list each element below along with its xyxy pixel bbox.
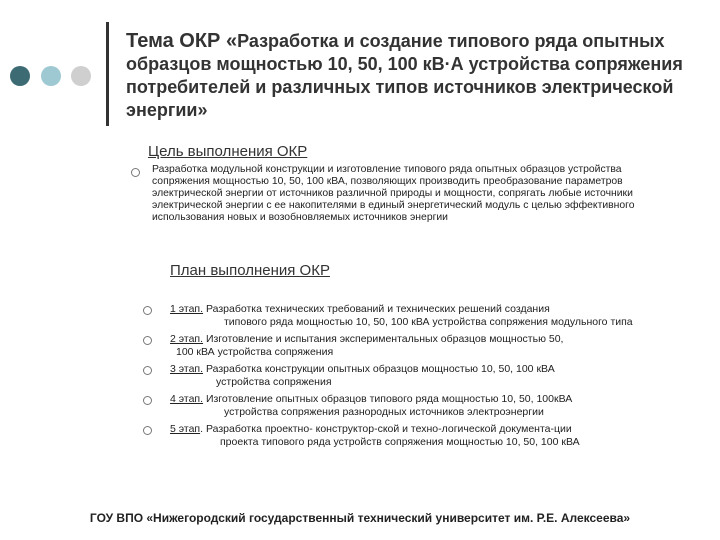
- dot-dark: [10, 66, 30, 86]
- step-first-line: . Разработка проектно- конструктор-ской и техно-логической документа-ции: [200, 423, 572, 435]
- step-stage: 5 этап: [170, 423, 201, 435]
- plan-step: [170, 303, 690, 329]
- step-stage: 1 этап.: [170, 303, 204, 315]
- step-bullet: [143, 366, 152, 375]
- plan-heading: План выполнения ОКР: [170, 262, 330, 279]
- step-stage: 4 этап.: [170, 393, 204, 405]
- plan-step: [170, 393, 690, 419]
- step-stage: 2 этап.: [170, 333, 204, 345]
- step-continuation: устройства сопряжения разнородных источников электроэнергии: [224, 406, 544, 418]
- title-rest: Разработка и создание типового ряда опытных образцов мощностью 10, 50, 100 кВ·А устройства сопряжения потребителей и различных типов источников электрической энергии»: [126, 31, 683, 120]
- step-first-line: Изготовление опытных образцов типового ряда мощностью 10, 50, 100кВА: [203, 393, 573, 405]
- plan-step: [170, 333, 690, 359]
- step-bullet: [143, 426, 152, 435]
- step-bullet: [143, 336, 152, 345]
- goal-bullet: [131, 168, 140, 177]
- step-continuation: типового ряда мощностью 10, 50, 100 кВА устройства сопряжения модульного типа: [224, 316, 633, 328]
- step-continuation: устройства сопряжения: [216, 376, 332, 388]
- dot-light: [71, 66, 91, 86]
- step-bullet: [143, 306, 152, 315]
- plan-list: [170, 303, 690, 453]
- step-stage: 3 этап.: [170, 363, 204, 375]
- footer-institution: ГОУ ВПО «Нижегородский государственный технический университет им. Р.Е. Алексеева»: [89, 511, 631, 525]
- goal-heading: Цель выполнения ОКР: [148, 143, 308, 160]
- title-lead: Тема ОКР «: [126, 30, 238, 52]
- step-first-line: Изготовление и испытания экспериментальных образцов мощностью 50,: [203, 333, 564, 345]
- step-continuation: 100 кВА устройства сопряжения: [176, 346, 334, 358]
- slide-title: [126, 30, 706, 122]
- plan-step: [170, 423, 690, 449]
- title-divider: [106, 22, 109, 126]
- step-first-line: Разработка конструкции опытных образцов мощностью 10, 50, 100 кВА: [203, 363, 555, 375]
- dot-mid: [41, 66, 61, 86]
- goal-text: Разработка модульной конструкции и изготовление типового ряда опытных образцов устройства сопряжения мощностью 10, 50, 100 кВА, позволяющих производить преобразование параметров электрической энергии от источников различной природы и мощности, сопрягать любые источники электрической энергии с ее накопителями в единый энергетический модуль с целью эффективного использования новых и возобновляемых источников энергии: [152, 164, 635, 223]
- plan-step: [170, 363, 690, 389]
- step-first-line: Разработка технических требований и технических решений создания: [203, 303, 550, 315]
- step-continuation: проекта типового ряда устройств сопряжения мощностью 10, 50, 100 кВА: [220, 436, 580, 448]
- step-bullet: [143, 396, 152, 405]
